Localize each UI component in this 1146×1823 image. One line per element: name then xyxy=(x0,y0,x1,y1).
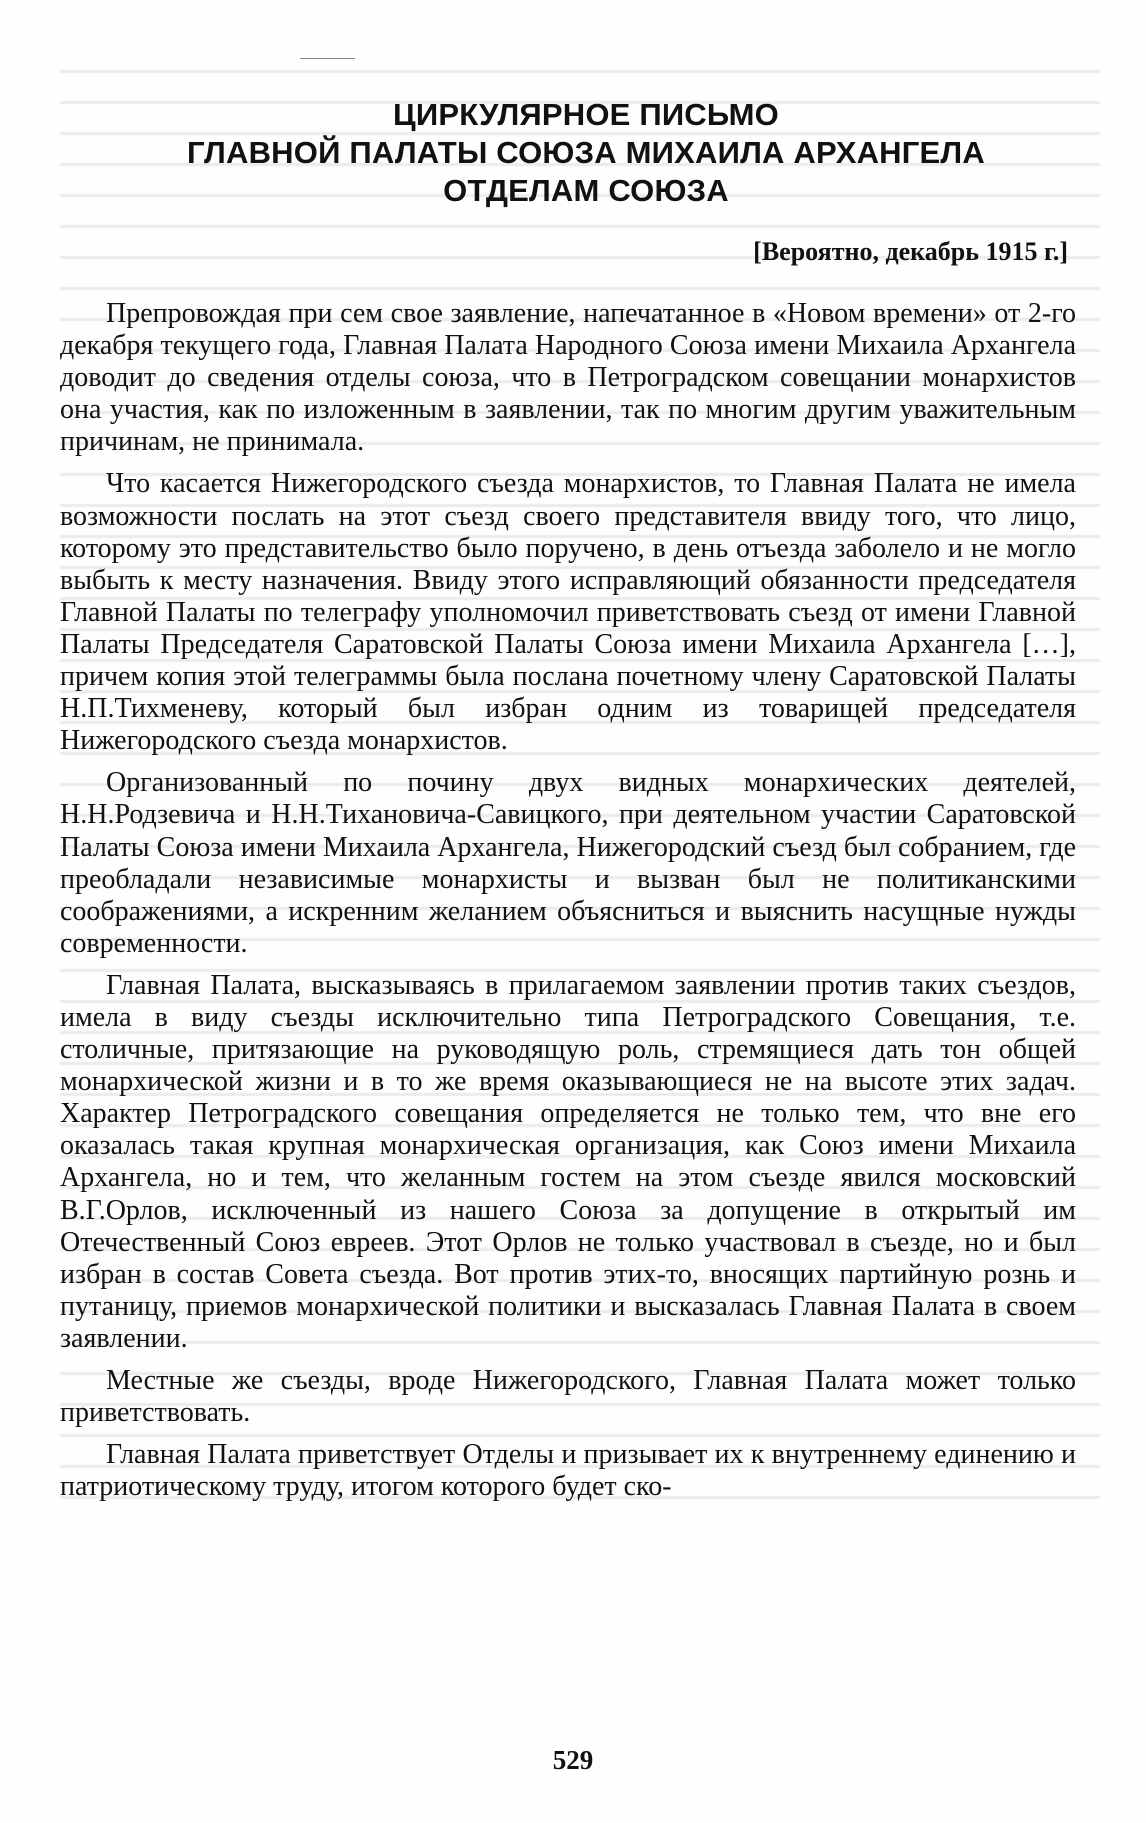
title-line-1: ЦИРКУЛЯРНОЕ ПИСЬМО xyxy=(393,97,779,132)
paragraph: Главная Палата, высказываясь в прилагаемом заявлении против таких съездов, имела в виду съезды исключительно типа Петроградского Совещания, т.е. столичные, притязающие на руководящую роль, стремящиеся дать тон общей монархической жизни и в то же время оказывающиеся не на высоте этих задач. Характер Петроградского совещания определяется не только тем, что вне его оказалась такая крупная монархическая организация, как Союз имени Михаила Архангела, но и тем, что желанным гостем на этом съезде явился московский В.Г.Орлов, исключенный из нашего Союза за допущение в открытый им Отечественный Союз евреев. Этот Орлов не только участвовал в съезде, но и был избран в состав Совета съезда. Вот против этих-то, вносящих партийную рознь и путаницу, приемов монархической политики и высказалась Главная Палата в своем заявлении. xyxy=(60,969,1076,1354)
title-line-2: ГЛАВНОЙ ПАЛАТЫ СОЮЗА МИХАИЛА АРХАНГЕЛА xyxy=(187,135,985,170)
date-note: [Вероятно, декабрь 1915 г.] xyxy=(753,237,1068,266)
document-title xyxy=(100,96,1072,210)
paragraph: Что касается Нижегородского съезда монархистов, то Главная Палата не имела возможности послать на этот съезд своего представителя ввиду того, что лицо, которому это представительство было поручено, в день отъезда заболело и не могло выбыть к месту назначения. Ввиду этого исправляющий обязанности председателя Главной Палаты по телеграфу уполномочил приветствовать съезд от имени Главной Палаты Председателя Саратовской Палаты Союза имени Михаила Архангела […], причем копия этой телеграммы была послана почетному члену Саратовской Палаты Н.П.Тихменеву, который был избран одним из товарищей председателя Нижегородского съезда монархистов. xyxy=(60,468,1076,757)
letter-body xyxy=(60,298,1076,1513)
paragraph: Главная Палата приветствует Отделы и призывает их к внутреннему единению и патриотическому труду, итогом которого будет ско- xyxy=(60,1439,1076,1503)
paragraph: Препровождая при сем свое заявление, напечатанное в «Новом времени» от 2-го декабря текущего года, Главная Палата Народного Союза имени Михаила Архангела доводит до сведения отделы союза, что в Петроградском совещании монархистов она участия, как по изложенным в заявлении, так по многим другим уважительным причинам, не принимала. xyxy=(60,298,1076,458)
paragraph: Местные же съезды, вроде Нижегородского, Главная Палата может только приветствовать. xyxy=(60,1365,1076,1429)
page-number: 529 xyxy=(552,1745,594,1775)
paragraph: Организованный по почину двух видных монархических деятелей, Н.Н.Родзевича и Н.Н.Тихановича-Савицкого, при деятельном участии Саратовской Палаты Союза имени Михаила Архангела, Нижегородский съезд был собранием, где преобладали независимые монархисты и вызван был не политиканскими соображениями, а искренним желанием объясниться и выяснить насущные нужды современности. xyxy=(60,767,1076,959)
title-line-3: ОТДЕЛАМ СОЮЗА xyxy=(443,173,729,208)
top-rule-mark xyxy=(300,58,355,59)
